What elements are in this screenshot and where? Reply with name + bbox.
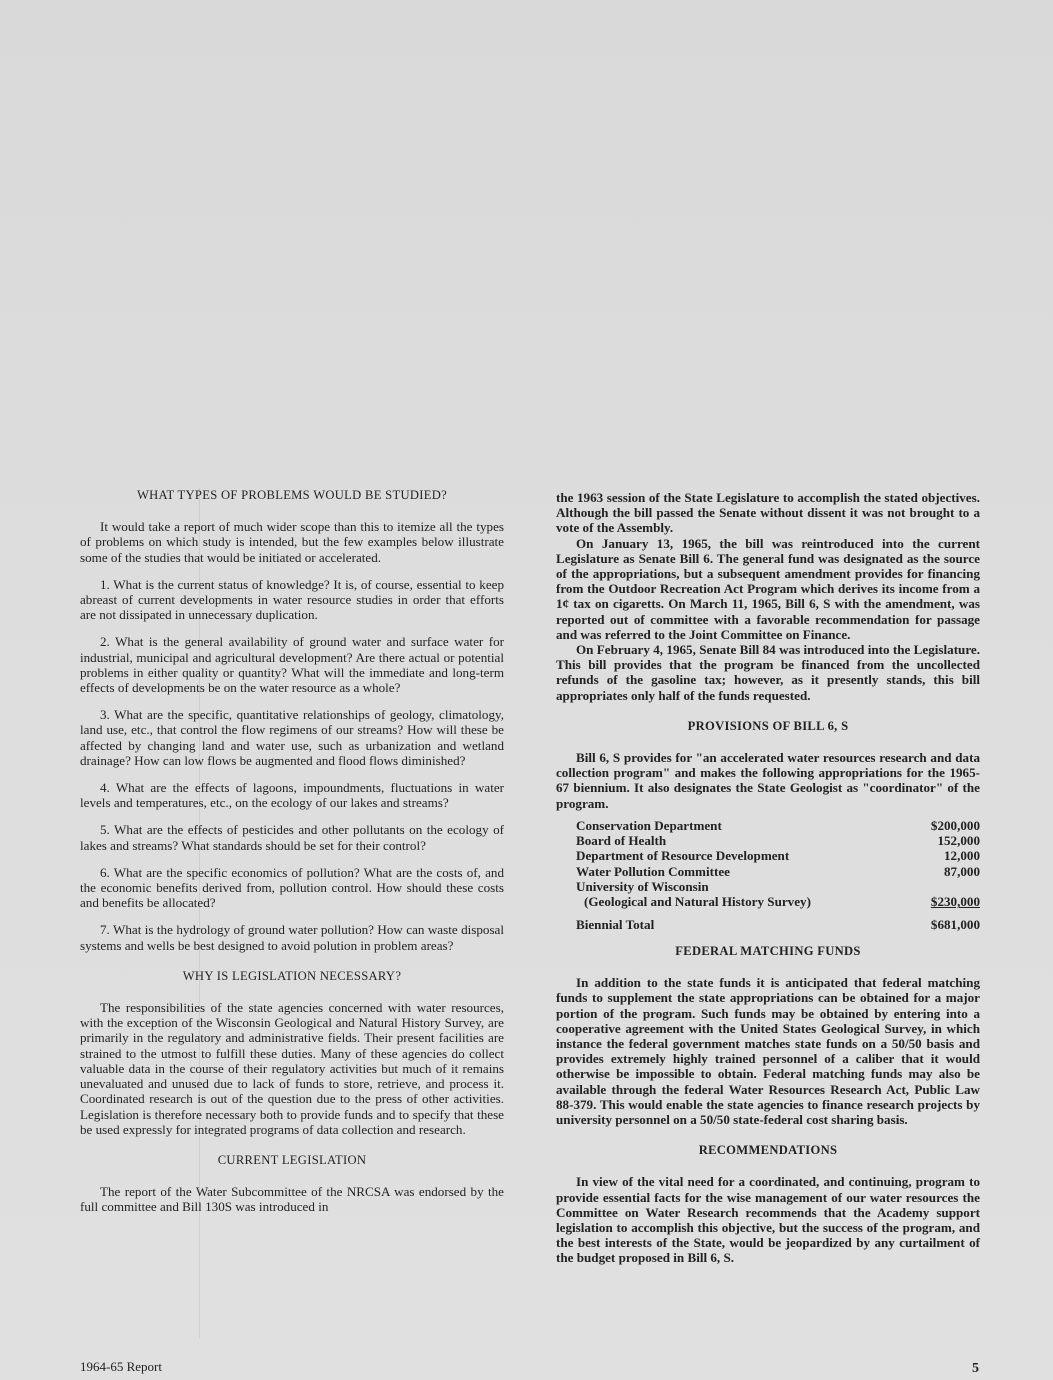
heading-current-legislation: CURRENT LEGISLATION: [217, 1152, 367, 1167]
row-label: (Geological and Natural History Survey): [584, 894, 811, 910]
total-row: [576, 917, 980, 932]
question-item-2: 2. What is the general availability of ground water and surface water for industrial, municipal and agricultural development? Are there actual or potential problems in either quality or quantity? What will the immediate and long-term effects of developments be on the water resource as a whole?: [80, 634, 504, 696]
table-row: [576, 864, 980, 879]
row-label: University of Wisconsin: [576, 879, 709, 895]
row-amount: $230,000: [930, 894, 980, 910]
question-item-1: 1. What is the current status of knowledge? It is, of course, essential to keep abreast of current developments in water resource studies in order that efforts are not dissipated in unnecessary duplication.: [80, 576, 504, 623]
row-label: Board of Health: [576, 833, 667, 849]
left-column: [80, 488, 504, 1215]
session-paragraph: the 1963 session of the State Legislature to accomplish the stated objectives. Although the bill passed the Senate without dissent it was not brought to a vote of the Assembly.: [556, 490, 980, 536]
intro-paragraph: It would take a report of much wider scope than this to itemize all the types of problems on which study is intended, but the few examples below illustrate some of the studies that would be initiated or accelerated.: [80, 519, 504, 565]
table-row: [576, 879, 980, 894]
table-row: [576, 894, 980, 909]
question-item-6: 6. What are the specific economics of pollution? What are the costs of, and the economic benefits derived from, pollution control. How should these costs and benefits be allocated?: [80, 864, 504, 911]
row-amount: 152,000: [937, 833, 980, 849]
row-label: Conservation Department: [576, 817, 722, 833]
question-item-7: 7. What is the hydrology of ground water pollution? How can waste disposal systems and wells be best designed to avoid polution in problem areas?: [80, 922, 504, 953]
provisions-paragraph: Bill 6, S provides for "an accelerated water resources research and data collection program" and makes the following appropriations for the 1965-67 biennium. It also designates the State Geologist as "coordinator" of the program.: [556, 750, 980, 811]
row-amount: 87,000: [943, 863, 980, 879]
heading-why-legislation: WHY IS LEGISLATION NECESSARY?: [182, 968, 402, 983]
heading-provisions: PROVISIONS OF BILL 6, S: [687, 718, 849, 733]
table-row: [576, 818, 980, 833]
total-label: Biennial Total: [576, 916, 655, 932]
federal-matching-paragraph: In addition to the state funds it is anticipated that federal matching funds to supplement the state appropriations can be obtained for a major portion of the program. Such funds may be obtained by entering into a cooperative agreement with the United States Geological Survey, in which instance the federal government matches state funds on a 50/50 basis and provides extremely highly trained personnel of a caliber that it would otherwise be impossible to obtain. Federal matching funds may also be available through the federal Water Resources Research Act, Public Law 88-379. This would enable the state agencies to finance research projects by university personnel on a 50/50 state-federal cost sharing basis.: [556, 975, 980, 1127]
row-amount: $200,000: [930, 817, 980, 833]
recommendations-paragraph: In view of the vital need for a coordinated, and continuing, program to provide essential facts for the wise management of our water resources the Committee on Water Research recommends that the Academy support legislation to accomplish this objective, but the success of the program, and the best interests of the State, would be jeopardized by any curtailment of the budget proposed in Bill 6, S.: [556, 1174, 980, 1266]
table-row: [576, 848, 980, 863]
legislation-paragraph: The responsibilities of the state agencies concerned with water resources, with the exception of the Wisconsin Geological and Natural History Survey, are primarily in the regulatory and administrative fields. Their present facilities are strained to the utmost to fulfill these duties. Many of these agencies do collect valuable data in the course of their regulatory activities but much of it remains unevaluated and unused due to lack of funds to store, retrieve, and process it. Coordinated research is out of the question due to the press of other activities. Legislation is therefore necessary both to provide funds and to specify that these be used expressly for integrated programs of data collection and research.: [80, 1000, 504, 1137]
heading-recommendations: RECOMMENDATIONS: [698, 1143, 838, 1158]
right-column: [556, 490, 980, 1266]
page-number: 5: [972, 1361, 979, 1376]
row-label: Department of Resource Development: [576, 848, 790, 864]
question-item-3: 3. What are the specific, quantitative relationships of geology, climatology, land use, etc., that control the flow regimens of our streams? How will these be affected by changing land and water use, such as urbanization and wetland drainage? How can low flows be augmented and flood flows diminished?: [80, 707, 504, 768]
heading-federal-matching: FEDERAL MATCHING FUNDS: [675, 943, 861, 958]
current-legislation-paragraph: The report of the Water Subcommittee of the NRCSA was endorsed by the full committee and Bill 130S was introduced in: [80, 1184, 504, 1215]
total-amount: $681,000: [930, 916, 980, 932]
row-label: Water Pollution Committee: [576, 863, 730, 879]
question-item-4: 4. What are the effects of lagoons, impoundments, fluctuations in water levels and temperatures, etc., on the ecology of our lakes and streams?: [80, 780, 504, 811]
heading-problems-studied: WHAT TYPES OF PROBLEMS WOULD BE STUDIED?: [136, 488, 448, 502]
table-row: [576, 833, 980, 848]
appropriations-table: [576, 818, 980, 932]
footer-report-label: 1964-65 Report: [80, 1359, 162, 1374]
senate-bill-6-paragraph: On January 13, 1965, the bill was reintroduced into the current Legislature as Senate Bill 6. The general fund was designated as the source of the appropriations, but a subsequent amendment provides for financing from the Outdoor Recreation Act Program which derives its income from a 1¢ tax on cigaretts. On March 11, 1965, Bill 6, S with the amendment, was reported out of committee with a favorable recommendation for passage and was referred to the Joint Committee on Finance.: [556, 535, 980, 642]
question-item-5: 5. What are the effects of pesticides and other pollutants on the ecology of lakes and streams? What standards should be set for their control?: [80, 822, 504, 853]
row-amount: 12,000: [943, 848, 980, 864]
senate-bill-84-paragraph: On February 4, 1965, Senate Bill 84 was introduced into the Legislature. This bill provides that the program be financed from the uncollected refunds of the gasoline tax; however, as it presently stands, this bill appropriates only half of the funds requested.: [556, 642, 980, 703]
